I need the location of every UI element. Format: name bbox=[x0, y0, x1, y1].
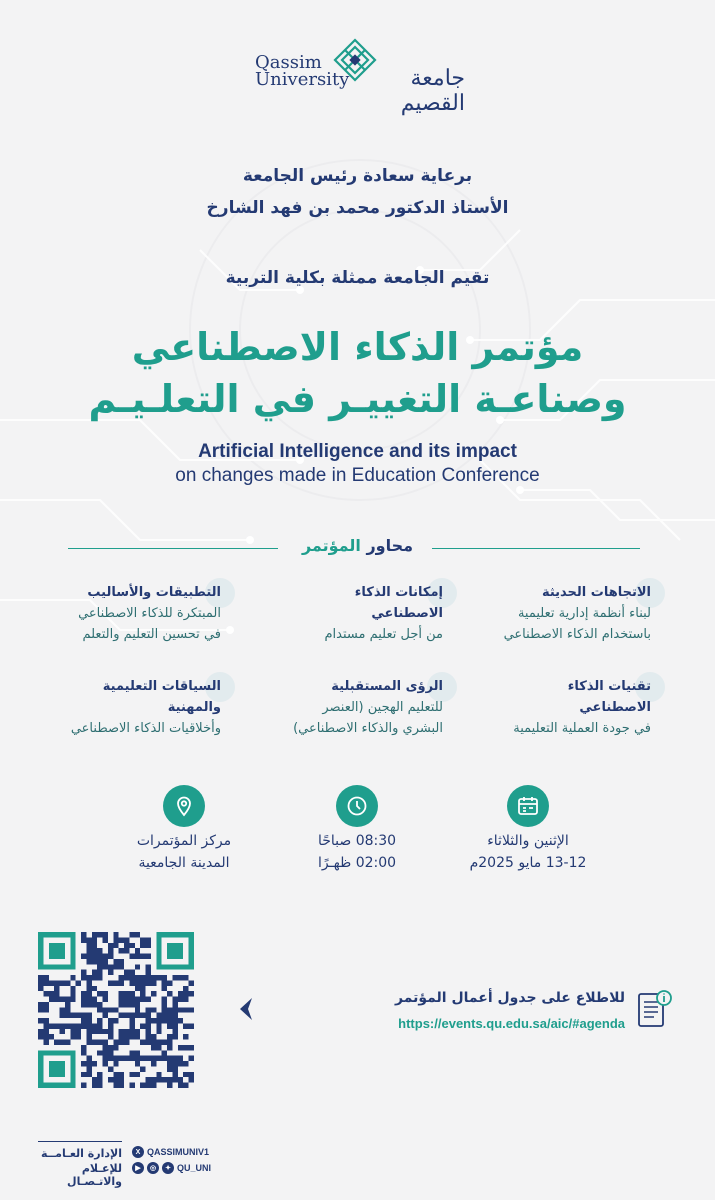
topic-title: والمهنية bbox=[167, 700, 221, 715]
topic-desc: وأخلاقيات الذكاء الاصطناعي bbox=[70, 721, 221, 736]
social-other-accounts[interactable] bbox=[132, 1162, 211, 1174]
topic-desc: للتعليم الهجين (العنصر bbox=[322, 700, 443, 715]
date-info bbox=[438, 830, 618, 874]
topic-desc: المبتكرة للذكاء الاصطناعي bbox=[78, 606, 221, 621]
instagram-icon: ◎ bbox=[147, 1162, 159, 1174]
topic-item bbox=[21, 676, 221, 739]
time-info bbox=[267, 830, 447, 874]
date-line2: 13-12 مايو 2025م bbox=[469, 855, 587, 871]
topic-title: الرؤى المستقبلية bbox=[331, 679, 443, 694]
conference-title-ar-line1: مؤتمر الذكاء الاصطناعي bbox=[131, 325, 584, 369]
topic-desc: في جودة العملية التعليمية bbox=[513, 721, 651, 736]
place-line1: مركز المؤتمرات bbox=[136, 833, 232, 849]
topic-item bbox=[253, 676, 443, 739]
topic-desc: لبناء أنظمة إدارية تعليمية bbox=[517, 606, 651, 621]
agenda-qr-code[interactable] bbox=[38, 932, 194, 1088]
agenda-link[interactable]: https://events.qu.edu.sa/aic/#agenda bbox=[398, 1016, 625, 1031]
youtube-icon: ▶ bbox=[132, 1162, 144, 1174]
snapchat-icon: ✦ bbox=[162, 1162, 174, 1174]
topic-title: تقنيات الذكاء bbox=[567, 679, 651, 694]
social-handle-1: QASSIMUNIV1 bbox=[147, 1147, 210, 1157]
axes-heading-part1: محاور bbox=[366, 536, 414, 555]
date-line1: الإثنين والثلاثاء bbox=[487, 833, 569, 849]
department-line1: الإدارة العـامــة bbox=[40, 1147, 122, 1160]
time-line2: 02:00 ظهـرًا bbox=[317, 855, 397, 871]
axes-heading bbox=[0, 536, 715, 555]
university-logo bbox=[255, 38, 465, 116]
place-info bbox=[94, 830, 274, 874]
conference-title-ar-line2: وصناعـة التغييـر في التعلـيـم bbox=[88, 377, 627, 421]
place-line2: المدينة الجامعية bbox=[138, 855, 230, 871]
axes-heading-part2: المؤتمر bbox=[301, 536, 361, 555]
clock-icon bbox=[336, 785, 378, 827]
topic-desc: باستخدام الذكاء الاصطناعي bbox=[503, 627, 651, 642]
conference-title-en-line2: on changes made in Education Conference bbox=[175, 465, 540, 486]
topic-title: السياقات التعليمية bbox=[102, 679, 221, 694]
social-x-account[interactable] bbox=[132, 1146, 209, 1158]
topic-title: الاصطناعي bbox=[579, 700, 651, 715]
location-pin-icon bbox=[163, 785, 205, 827]
calendar-icon bbox=[507, 785, 549, 827]
x-icon: X bbox=[132, 1146, 144, 1158]
topic-desc: في تحسين التعليم والتعلم bbox=[82, 627, 221, 642]
organizer-text: تقيم الجامعة ممثلة بكلية التربية bbox=[225, 268, 490, 288]
agenda-label: للاطلاع على جدول أعمال المؤتمر bbox=[395, 990, 625, 1006]
topic-desc: البشري والذكاء الاصطناعي) bbox=[293, 721, 443, 736]
patronage-line1: برعاية سعادة رئيس الجامعة bbox=[242, 166, 473, 186]
patronage-line2: الأستاذ الدكتور محمد بن فهد الشارخ bbox=[206, 198, 509, 218]
time-line1: 08:30 صباحًا bbox=[317, 833, 397, 849]
topic-title: إمكانات الذكاء bbox=[354, 585, 443, 600]
topic-title: الاتجاهات الحديثة bbox=[541, 585, 651, 600]
topic-title: التطبيقات والأساليب bbox=[87, 585, 221, 600]
topic-desc: من أجل تعليم مستدام bbox=[324, 627, 443, 642]
footer-divider bbox=[38, 1141, 122, 1142]
topic-title: الاصطناعي bbox=[371, 606, 443, 621]
topic-item bbox=[21, 582, 221, 645]
topic-item bbox=[461, 582, 651, 645]
logo-arabic: جامعة القصيم bbox=[400, 66, 465, 116]
document-info-icon bbox=[636, 988, 672, 1032]
topic-item bbox=[461, 676, 651, 739]
logo-en-line1: Qassim bbox=[255, 52, 322, 73]
topic-item bbox=[253, 582, 443, 645]
conference-title-en-line1: Artificial Intelligence and its impact bbox=[198, 441, 517, 462]
logo-en-line2: University bbox=[255, 69, 350, 90]
social-handle-2: QU_UNI bbox=[177, 1163, 212, 1173]
department-line2: للإعـلام والاتـصـال bbox=[67, 1162, 122, 1188]
arrow-left-icon bbox=[238, 996, 254, 1022]
